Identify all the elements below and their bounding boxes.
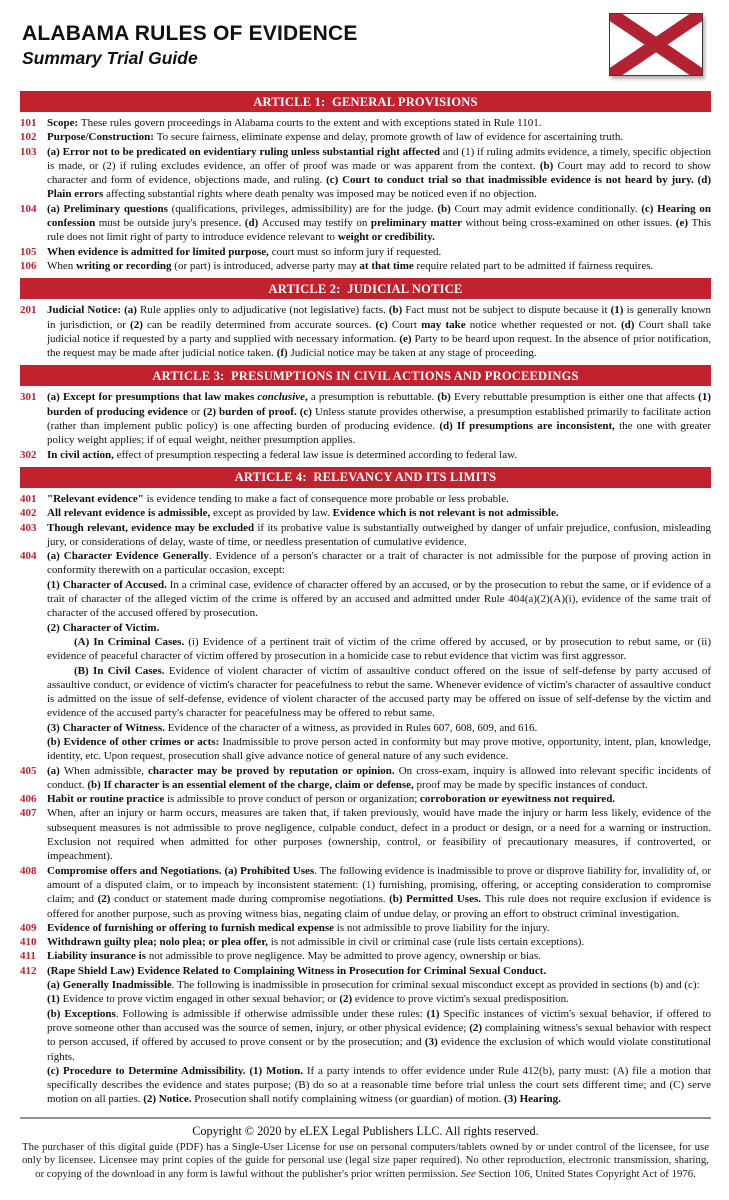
text-segment: writing or recording [76, 259, 175, 272]
rule-text [47, 506, 711, 520]
text-segment: conclusive [257, 391, 306, 404]
rule-number: 302 [20, 448, 37, 461]
text-segment: (b) [539, 159, 558, 172]
text-segment: Inadmissible to prove person acted in conformity but may prove motive, opportunity, intent, plan, knowledge, identity, etc. Upon request, prosecution shall give advance notice of general nature of any such evidence. [47, 735, 711, 763]
rule-paragraph [47, 921, 711, 935]
alabama-flag-cross [610, 14, 702, 75]
rule-number: 101 [20, 117, 37, 129]
article-heading: ARTICLE 3: PRESUMPTIONS IN CIVIL ACTIONS AND PROCEEDINGS [20, 365, 711, 386]
rule-101 [20, 116, 711, 130]
rule-paragraph [47, 635, 711, 664]
text-segment: The purchaser of this digital guide (PDF) has a Single-User License for use on personal computers/tablets owned by or under control of the licensee, for use only by licensee. Licensee may print copies of the guide for personal use (legal size paper required). No other reproduction, electronic transmission, sharing, or copying of the download in any form is lawful without the publisher's prior written permission. [22, 1140, 709, 1180]
text-segment: Evidence to prove victim engaged in other sexual behavior; or [62, 993, 340, 1006]
text-segment: (b) [437, 202, 455, 215]
text-segment: weight or credibility. [337, 231, 435, 244]
rule-text [47, 935, 711, 949]
text-segment: can be readily determined from accurate sources. [147, 318, 376, 331]
text-segment: affecting substantial rights where death penalty was imposed may be noticed even if no objection. [106, 188, 537, 201]
rule-106 [20, 259, 711, 273]
rule-text [47, 806, 711, 863]
document-footer [20, 1117, 711, 1182]
rule-paragraph [47, 792, 711, 806]
rule-text [47, 448, 711, 462]
page-title: ALABAMA RULES OF EVIDENCE [22, 22, 358, 45]
rule-number: 404 [20, 550, 37, 563]
text-segment: (2) [339, 993, 355, 1006]
rule-number: 408 [20, 864, 37, 877]
rule-paragraph [47, 578, 711, 621]
rule-302 [20, 448, 711, 462]
rule-paragraph [47, 145, 711, 202]
text-segment: effect of presumption respecting a federal law issue is determined according to federal law. [116, 448, 518, 461]
rule-paragraph [47, 721, 711, 735]
text-segment: (e) [675, 217, 692, 230]
text-segment: (a) Except for presumptions that law makes [47, 391, 258, 404]
rule-paragraph [47, 992, 711, 1006]
rule-text [47, 521, 711, 550]
document-header [20, 10, 711, 86]
text-segment: (b) Evidence of other crimes or acts: [47, 735, 223, 748]
rule-408 [20, 864, 711, 921]
footer-divider [20, 1117, 711, 1119]
text-segment: character may be proved by reputation or opinion. [148, 764, 399, 777]
rule-number: 106 [20, 259, 37, 272]
text-segment: . Evidence of a person's character or a trait of character is not admissible for the purpose of proving action in conformity therewith on a particular occasion, except: [47, 550, 712, 577]
rule-paragraph [47, 1064, 711, 1107]
text-segment: is admissible to prove conduct of person or organization; [166, 793, 421, 806]
rule-number: 201 [20, 304, 37, 317]
rule-paragraph [47, 621, 711, 635]
text-segment: Court [391, 318, 422, 331]
text-segment: These rules govern proceedings in Alabama courts to the extent and with exceptions stated in Rule 1101. [80, 117, 542, 129]
text-segment: (2) burden of proof. (c) [203, 405, 315, 418]
text-segment: (b) Permitted Uses. [389, 893, 485, 906]
rules-content [20, 91, 711, 1107]
text-segment: (f) [276, 347, 291, 360]
rule-number: 411 [20, 950, 36, 963]
text-segment: (c) Court to conduct trial so that inadmissible evidence is not heard by jury. [326, 174, 698, 187]
text-segment: (3) Character of Witness. [47, 721, 168, 734]
text-segment: Prosecution shall notify complaining witness (or guardian) of motion. [194, 1093, 505, 1106]
text-segment: must be outside jury's presence. [98, 217, 245, 230]
text-segment: This rule does not limit right of party to introduce evidence relevant to [47, 217, 712, 244]
text-segment: (b) If character is an essential element of the charge, claim or defense, [87, 778, 417, 791]
text-segment: "Relevant evidence" [47, 492, 147, 505]
text-segment: When evidence is admitted for limited purpose, [47, 245, 272, 258]
text-segment: (B) In Civil Cases. [74, 664, 169, 677]
rule-paragraph [47, 549, 711, 578]
rule-number: 402 [20, 507, 37, 520]
rule-paragraph [47, 130, 711, 144]
article-heading: ARTICLE 1: GENERAL PROVISIONS [20, 91, 711, 112]
text-segment: When admissible, [63, 764, 149, 777]
text-segment: (1) [426, 1007, 444, 1020]
rule-number: 412 [20, 964, 37, 977]
text-segment: (1) [47, 993, 63, 1006]
rule-105 [20, 245, 711, 259]
text-segment: or [190, 405, 204, 418]
text-segment: (c) Hearing on confession [47, 202, 711, 230]
text-segment: (d) [620, 318, 639, 331]
text-segment: (a) Character Evidence Generally [47, 550, 209, 563]
rule-paragraph [47, 390, 711, 447]
text-segment: (3) [424, 1036, 441, 1049]
rule-402 [20, 506, 711, 520]
text-segment: Court may admit evidence conditionally. [454, 202, 642, 215]
rule-paragraph [47, 259, 711, 273]
copyright-line: Copyright © 2020 by eLEX Legal Publishers LLC. All rights reserved. [192, 1123, 539, 1138]
rule-number: 102 [20, 131, 37, 144]
text-segment: (qualifications, privileges, admissibility) are for the judge. [171, 202, 438, 215]
text-segment: (or part) is introduced, adverse party may [174, 259, 360, 272]
rule-404 [20, 549, 711, 763]
rule-text [47, 116, 711, 130]
text-segment: Accused may testify on [261, 217, 371, 230]
text-segment: and (1) if ruling admits evidence, a timely, specific objection is made, or (2) if ruling excludes evidence, an offer of proof was made or was apparent from the context. [47, 145, 711, 172]
rule-number: 103 [20, 145, 37, 158]
text-segment: Scope: [47, 117, 81, 129]
text-segment: All relevant evidence is admissible, [47, 507, 214, 520]
text-segment: conduct or statement made during compromise negotiations. [114, 893, 390, 906]
rule-number: 105 [20, 245, 37, 258]
alabama-flag-icon [609, 13, 703, 76]
rule-paragraph [47, 864, 711, 921]
rule-405 [20, 764, 711, 793]
rule-412 [20, 964, 711, 1107]
rule-paragraph [47, 664, 711, 721]
text-segment: When [47, 259, 77, 272]
text-segment: is generally known in jurisdiction, or [47, 304, 712, 331]
rule-number: 403 [20, 521, 37, 534]
text-segment: Evidence of the character of a witness, as provided in Rules 607, 608, 609, and 616. [167, 721, 538, 734]
text-segment: not admissible to prove negligence. May be admitted to prove agency, ownership or bias. [148, 950, 541, 963]
rule-paragraph [47, 949, 711, 963]
text-segment: (b) [388, 304, 406, 317]
text-segment: (e) [399, 332, 415, 345]
rule-text [47, 792, 711, 806]
text-segment: at that time [359, 259, 417, 272]
rule-text [47, 303, 711, 360]
rule-text [47, 202, 711, 245]
text-segment: Withdrawn guilty plea; nolo plea; or plea offer, [47, 936, 271, 949]
rule-403 [20, 521, 711, 550]
text-segment: If a party intends to offer evidence under Rule 412(b), party must: (A) file a motion that specifically describes the evidence and states purpose; (B) do so at a reasonable time before trial unless the court sets different time; and (C) serve motion on all parties. [47, 1064, 711, 1106]
text-segment: . The following is inadmissible in prosecution for criminal sexual misconduct except as provided in sections (b) and (c): [171, 979, 700, 992]
text-segment: , [305, 391, 311, 404]
text-segment: the one with greater policy weight applies; if of equal weight, neither presumption applies. [47, 420, 712, 447]
rule-paragraph [47, 735, 711, 764]
text-segment: Fact must not be subject to dispute because it [405, 304, 611, 317]
text-segment: This rule does not require exclusion if evidence is offered for another purpose, such as proving witness bias, negating claim of undue delay, or proving an effort to obstruct criminal investigation. [47, 893, 712, 920]
rule-paragraph [47, 303, 711, 360]
text-segment: (a) Preliminary questions [47, 202, 172, 215]
text-segment: (a) Error not to be predicated on evidentiary ruling unless substantial right affected [47, 145, 443, 158]
rule-406 [20, 792, 711, 806]
text-segment: (d) Plain errors [47, 174, 711, 201]
article-heading: ARTICLE 4: RELEVANCY AND ITS LIMITS [20, 467, 711, 488]
text-segment: if its probative value is substantially outweighed by danger of unfair prejudice, confusion, misleading jury, or considerations of delay, waste of time, or needless presentation of cumulative evidence. [47, 521, 712, 548]
text-segment: court must so inform jury if requested. [271, 245, 442, 258]
text-segment: (c) Procedure to Determine Admissibility. (1) Motion. [47, 1064, 307, 1077]
text-segment: Though relevant, evidence may be excluded [47, 521, 258, 534]
text-segment: proof may be made by specific instances of conduct. [416, 778, 648, 791]
text-segment: preliminary matter [370, 217, 466, 230]
text-segment: (2) [97, 893, 115, 906]
rule-paragraph [47, 764, 711, 793]
rule-text [47, 921, 711, 935]
rule-number: 410 [20, 936, 37, 949]
rule-text [47, 245, 711, 259]
rule-number: 407 [20, 807, 37, 820]
text-segment: Unless statute provides otherwise, a presumption established primarily to facilitate action (rather than implement public policy) is one affecting burden of producing evidence. [47, 405, 711, 433]
text-segment: notice whether requested or not. [469, 318, 621, 331]
rule-102 [20, 130, 711, 144]
rule-text [47, 130, 711, 144]
rule-text [47, 492, 711, 506]
text-segment: evidence to prove victim's sexual predisposition. [354, 993, 569, 1006]
page-subtitle: Summary Trial Guide [22, 48, 198, 68]
rule-paragraph [47, 506, 711, 520]
text-segment: (Rape Shield Law) Evidence Related to Complaining Witness in Prosecution for Criminal Sexual Conduct. [47, 964, 547, 977]
rule-paragraph [47, 964, 711, 978]
text-segment: Evidence of violent character of victim of assaultive conduct offered on the issue of self-defense by party accused of assaultive conduct, or evidence of victim's character for peacefulness to rebut the same. Whenever evidence of victim's character of assaultive conduct is admitted on the issue of self-defense, evidence of violent character of the accused party may be offered on issue of self-defense by the victim and evidence of the accused party's character for peacefulness may be offered to rebut same. [47, 664, 711, 720]
text-segment: (a) [47, 764, 64, 777]
rule-paragraph [47, 116, 711, 130]
text-segment: Purpose/Construction: [47, 131, 157, 144]
rule-301 [20, 390, 711, 447]
rule-text [47, 764, 711, 793]
text-segment: (2) Notice. [143, 1093, 195, 1106]
rule-104 [20, 202, 711, 245]
text-segment: Compromise offers and Negotiations. (a) Prohibited Uses [47, 864, 315, 877]
text-segment: (A) In Criminal Cases. [74, 635, 189, 648]
text-segment: (d) [244, 217, 262, 230]
rule-paragraph [47, 521, 711, 550]
text-segment: Judicial Notice: (a) [47, 304, 141, 317]
rule-text [47, 549, 711, 763]
text-segment: On cross-exam, inquiry is allowed into relevant specific incidents of conduct. [47, 764, 711, 791]
rule-410 [20, 935, 711, 949]
text-segment: See [460, 1167, 476, 1180]
text-segment: (1) Character of Accused. [47, 578, 170, 591]
rule-409 [20, 921, 711, 935]
rule-text [47, 259, 711, 273]
rule-paragraph [47, 448, 711, 462]
text-segment: (2) [469, 1021, 485, 1034]
text-segment: evidence the exclusion of which would violate constitutional rights. [47, 1036, 712, 1063]
text-segment: (a) Generally Inadmissible [47, 979, 172, 992]
text-segment: (1) [610, 304, 627, 317]
text-segment: (d) If presumptions are inconsistent, [439, 420, 620, 433]
rule-number: 104 [20, 202, 37, 215]
text-segment: require related part to be admitted if fairness requires. [416, 259, 654, 272]
text-segment: (2) [130, 318, 148, 331]
rule-text [47, 949, 711, 963]
text-segment: except as provided by law. [213, 507, 333, 520]
text-segment: (i) Evidence of a pertinent trait of victim of the crime offered by accused, or by prosecution to rebut same, or (ii) evidence of peaceful character of victim offered by prosecution in a homicide case to rebut evidence that victim was first aggressor. [47, 635, 711, 663]
text-segment: is not admissible in civil or criminal case (rule lists certain exceptions). [270, 936, 585, 949]
text-segment: may take [421, 318, 470, 331]
text-segment: is evidence tending to make a fact of consequence more probable or less probable. [146, 492, 509, 505]
text-segment: without being cross-examined on other issues. [465, 217, 676, 230]
text-segment: (b) Exceptions [47, 1007, 116, 1020]
text-segment: Rule applies only to adjudicative (not legislative) facts. [140, 304, 389, 317]
rule-401 [20, 492, 711, 506]
rule-text [47, 390, 711, 447]
rule-201 [20, 303, 711, 360]
text-segment: corroboration or eyewitness not required. [420, 793, 616, 806]
text-segment: (1) burden of producing evidence [47, 391, 711, 418]
text-segment: Evidence of furnishing or offering to furnish medical expense [47, 921, 337, 934]
text-segment: In civil action, [47, 448, 117, 461]
text-segment: Every rebuttable presumption is either one that affects [453, 391, 699, 404]
title-block [20, 10, 358, 69]
text-segment: Habit or routine practice [47, 793, 167, 806]
text-segment: Court may add to record to show character and form of evidence, objections made, and ruling. [47, 159, 711, 187]
text-segment: Party to be heard upon request. In the absence of prior notification, the request may be made after judicial notice taken. [47, 332, 711, 360]
rule-number: 401 [20, 492, 37, 505]
text-segment: complaining witness's sexual behavior with respect to person accused, if offered by accused to prove consent or by the prosecution; and [47, 1021, 711, 1049]
rule-paragraph [47, 1007, 711, 1064]
text-segment: (2) Character of Victim. [47, 621, 160, 634]
text-segment: a presumption is rebuttable. [310, 391, 438, 404]
text-segment: In a criminal case, evidence of character offered by an accused, or by the prosecution to rebut the same, or if evidence of a trait of character of the alleged victim of the crime is offered by an accused and admitted under Rule 404(a)(2)(A)(i), evidence of the same trait of character of the accused offered by prosecution. [47, 578, 711, 620]
text-segment: (b) [437, 391, 454, 404]
rule-text [47, 864, 711, 921]
text-segment: Section 106, United States Copyright Act of 1976. [475, 1167, 696, 1180]
text-segment: To secure fairness, eliminate expense and delay, promote growth of law of evidence for ascertaining truth. [156, 131, 624, 144]
rule-407 [20, 806, 711, 863]
text-segment: (c) [375, 318, 392, 331]
text-segment: Court shall take judicial notice if requested by a party and supplied with necessary information. [47, 318, 712, 345]
text-segment: Specific instances of victim's sexual behavior, if offered to prove someone other than accused was the source of semen, injury, or other physical evidence; [47, 1007, 712, 1034]
text-segment: Evidence which is not relevant is not admissible. [332, 507, 559, 520]
rule-paragraph [47, 492, 711, 506]
rule-text [47, 964, 711, 1107]
rule-number: 409 [20, 921, 37, 934]
rule-paragraph [47, 202, 711, 245]
rule-paragraph [47, 935, 711, 949]
rule-text [47, 145, 711, 202]
rule-paragraph [47, 806, 711, 863]
rule-103 [20, 145, 711, 202]
article-heading: ARTICLE 2: JUDICIAL NOTICE [20, 278, 711, 299]
rule-paragraph [47, 245, 711, 259]
rule-411 [20, 949, 711, 963]
text-segment: is not admissible to prove liability for the injury. [336, 921, 550, 934]
text-segment: (3) Hearing. [504, 1093, 561, 1106]
text-segment: . The following evidence is inadmissible to prove or disprove liability for, invalidity of, or amount of a disputed claim, or to impeach by inconsistent statement: (1) furnishing, promising, offering, or accepting consideration to compromise claim; and [47, 864, 711, 906]
license-text [20, 1141, 711, 1182]
rule-number: 301 [20, 391, 37, 404]
rule-paragraph [47, 978, 711, 992]
rule-number: 405 [20, 764, 37, 777]
text-segment: Judicial notice may be taken at any stage of proceeding. [290, 347, 537, 360]
text-segment: When, after an injury or harm occurs, measures are taken that, if taken previously, would have made the injury or harm less likely, evidence of the subsequent measures is not admissible to prove negligence, culpable conduct, defect in a product or design, or a need for a warning or instruction. Exclusion not required when admitted for other purposes (ownership, control, or feasibility of precautionary measures, if controverted, or impeachment). [47, 807, 711, 863]
rule-number: 406 [20, 793, 37, 806]
text-segment: Liability insurance is [47, 950, 149, 963]
text-segment: . Following is admissible if otherwise admissible under these rules: [115, 1007, 427, 1020]
